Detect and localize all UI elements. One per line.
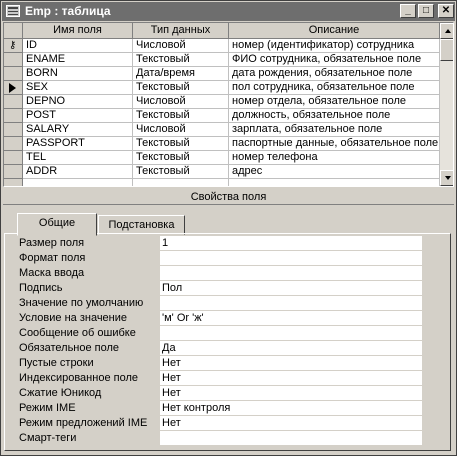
- grid-vertical-scrollbar[interactable]: [440, 23, 454, 186]
- table-row[interactable]: [4, 165, 440, 179]
- field-name-cell[interactable]: [23, 179, 133, 187]
- data-type-cell[interactable]: [133, 179, 229, 187]
- field-name-cell[interactable]: BORN: [23, 67, 133, 81]
- property-row: [15, 326, 422, 341]
- description-cell[interactable]: адрес: [229, 165, 440, 179]
- property-value-field[interactable]: Нет: [160, 356, 422, 371]
- table-row[interactable]: [4, 123, 440, 137]
- property-label: Маска ввода: [19, 267, 85, 279]
- data-type-cell[interactable]: Текстовый: [133, 53, 229, 67]
- property-row: [15, 431, 422, 446]
- row-selector[interactable]: [4, 123, 23, 137]
- current-row-arrow-icon: [9, 83, 16, 93]
- window-title: Emp : таблица: [25, 4, 111, 18]
- field-name-cell[interactable]: TEL: [23, 151, 133, 165]
- data-type-cell[interactable]: Текстовый: [133, 151, 229, 165]
- row-selector[interactable]: [4, 53, 23, 67]
- property-label: Пустые строки: [19, 357, 94, 369]
- row-selector[interactable]: [4, 81, 23, 95]
- scroll-down-button[interactable]: [440, 170, 454, 186]
- row-selector[interactable]: [4, 95, 23, 109]
- table-icon: [6, 5, 20, 17]
- property-label: Смарт-теги: [19, 432, 77, 444]
- property-label: Значение по умолчанию: [19, 297, 144, 309]
- property-value-field[interactable]: 1: [160, 236, 422, 251]
- table-row[interactable]: [4, 151, 440, 165]
- property-row: [15, 356, 422, 371]
- table-row[interactable]: [4, 67, 440, 81]
- property-row: [15, 266, 422, 281]
- property-row: [15, 281, 422, 296]
- property-value-field[interactable]: [160, 296, 422, 311]
- data-type-cell[interactable]: Текстовый: [133, 137, 229, 151]
- tab-general[interactable]: Общие: [17, 213, 97, 236]
- data-type-cell[interactable]: Дата/время: [133, 67, 229, 81]
- description-cell[interactable]: номер телефона: [229, 151, 440, 165]
- property-label: Обязательное поле: [19, 342, 120, 354]
- property-label: Режим предложений IME: [19, 417, 148, 429]
- property-label: Индексированное поле: [19, 372, 138, 384]
- field-name-cell[interactable]: SEX: [23, 81, 133, 95]
- field-name-cell[interactable]: POST: [23, 109, 133, 123]
- description-cell[interactable]: должность, обязательное поле: [229, 109, 440, 123]
- property-row: [15, 236, 422, 251]
- property-label: Сжатие Юникод: [19, 387, 102, 399]
- description-cell[interactable]: паспортные данные, обязательное поле: [229, 137, 440, 151]
- property-value-field[interactable]: [160, 266, 422, 281]
- property-row: [15, 386, 422, 401]
- row-selector[interactable]: [4, 137, 23, 151]
- data-type-cell[interactable]: Текстовый: [133, 81, 229, 95]
- description-cell[interactable]: зарплата, обязательное поле: [229, 123, 440, 137]
- row-selector[interactable]: [4, 179, 23, 187]
- description-cell[interactable]: номер (идентификатор) сотрудника: [229, 39, 440, 53]
- table-row[interactable]: [4, 109, 440, 123]
- property-row: [15, 341, 422, 356]
- primary-key-icon: ⚷: [9, 40, 17, 51]
- property-row: [15, 251, 422, 266]
- field-name-cell[interactable]: ID: [23, 39, 133, 53]
- property-value-field[interactable]: Пол: [160, 281, 422, 296]
- property-value-field[interactable]: Нет: [160, 416, 422, 431]
- general-tab-body: [4, 233, 451, 451]
- property-row: [15, 296, 422, 311]
- field-name-cell[interactable]: SALARY: [23, 123, 133, 137]
- column-header-data-type[interactable]: Тип данных: [133, 23, 229, 39]
- field-grid: [3, 22, 454, 187]
- property-label: Подпись: [19, 282, 63, 294]
- property-row: [15, 371, 422, 386]
- column-header-field-name[interactable]: Имя поля: [23, 23, 133, 39]
- field-name-cell[interactable]: PASSPORT: [23, 137, 133, 151]
- property-label: Сообщение об ошибке: [19, 327, 136, 339]
- property-value-field[interactable]: Нет: [160, 371, 422, 386]
- property-row: [15, 416, 422, 431]
- table-row[interactable]: [4, 95, 440, 109]
- property-value-field[interactable]: [160, 431, 422, 446]
- property-value-field[interactable]: 'м' Or 'ж': [160, 311, 422, 326]
- description-cell[interactable]: пол сотрудника, обязательное поле: [229, 81, 440, 95]
- property-value-field[interactable]: Нет: [160, 386, 422, 401]
- field-name-cell[interactable]: DEPNO: [23, 95, 133, 109]
- property-row: [15, 401, 422, 416]
- row-selector[interactable]: [4, 67, 23, 81]
- description-cell[interactable]: дата рождения, обязательное поле: [229, 67, 440, 81]
- field-name-cell[interactable]: ENAME: [23, 53, 133, 67]
- scroll-thumb[interactable]: [440, 39, 454, 61]
- description-cell[interactable]: номер отдела, обязательное поле: [229, 95, 440, 109]
- property-label: Режим IME: [19, 402, 76, 414]
- property-value-field[interactable]: Да: [160, 341, 422, 356]
- description-cell[interactable]: ФИО сотрудника, обязательное поле: [229, 53, 440, 67]
- property-label: Условие на значение: [19, 312, 128, 324]
- property-value-field[interactable]: [160, 251, 422, 266]
- table-row[interactable]: [4, 39, 440, 53]
- data-type-cell[interactable]: Числовой: [133, 123, 229, 137]
- column-header-description[interactable]: Описание: [229, 23, 440, 39]
- data-type-cell[interactable]: Числовой: [133, 39, 229, 53]
- title-bar[interactable]: [2, 2, 455, 21]
- property-label: Формат поля: [19, 252, 86, 264]
- row-selector[interactable]: [4, 165, 23, 179]
- property-label: Размер поля: [19, 237, 85, 249]
- table-row[interactable]: [4, 53, 440, 67]
- maximize-button[interactable]: □: [418, 4, 434, 18]
- property-value-field[interactable]: Нет контроля: [160, 401, 422, 416]
- table-row[interactable]: [4, 81, 440, 95]
- description-cell[interactable]: [229, 179, 440, 187]
- property-row: [15, 311, 422, 326]
- data-type-cell[interactable]: Числовой: [133, 95, 229, 109]
- data-type-cell[interactable]: Текстовый: [133, 165, 229, 179]
- field-name-cell[interactable]: ADDR: [23, 165, 133, 179]
- row-selector[interactable]: [4, 151, 23, 165]
- tab-lookup[interactable]: Подстановка: [98, 215, 185, 235]
- scroll-up-button[interactable]: [440, 23, 454, 39]
- minimize-button[interactable]: _: [400, 4, 416, 18]
- table-row[interactable]: [4, 179, 440, 187]
- data-type-cell[interactable]: Текстовый: [133, 109, 229, 123]
- row-selector[interactable]: [4, 39, 23, 53]
- close-button[interactable]: ✕: [438, 4, 454, 18]
- field-properties-header: Свойства поля: [190, 191, 267, 203]
- row-selector[interactable]: [4, 109, 23, 123]
- row-selector-header: [4, 23, 23, 39]
- property-value-field[interactable]: [160, 326, 422, 341]
- table-row[interactable]: [4, 137, 440, 151]
